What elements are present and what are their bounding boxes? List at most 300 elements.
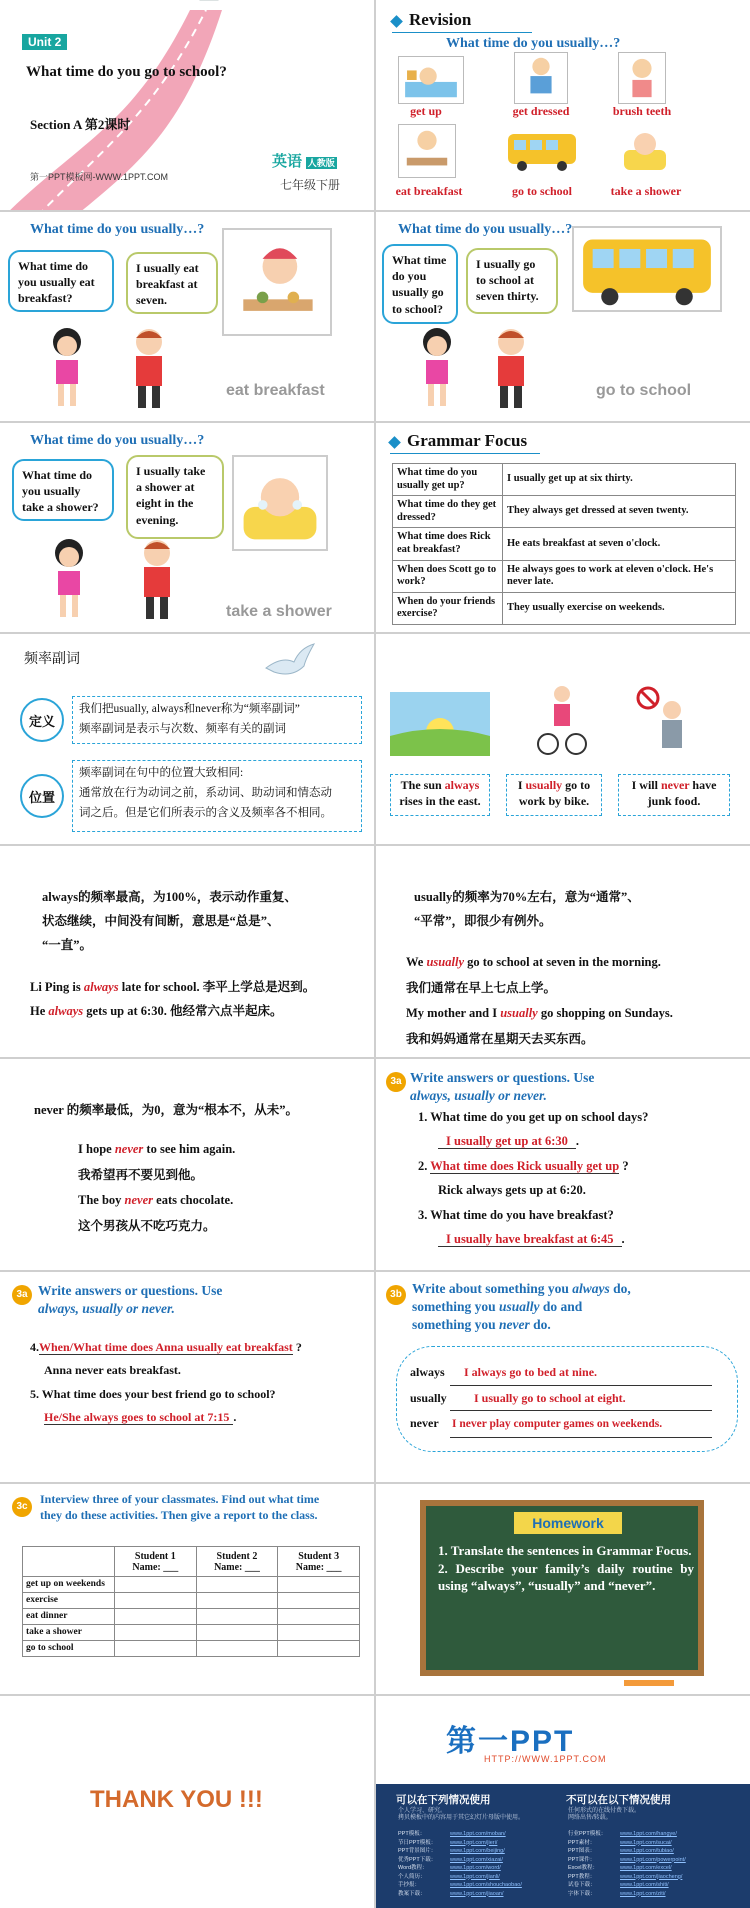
- example-text: late for school. 李平上学总是迟到。: [118, 980, 316, 994]
- explanation-line: “一直”。: [42, 937, 93, 952]
- link-url[interactable]: www.1ppt.com/xiazai/: [450, 1856, 503, 1863]
- picture-caption: eat breakfast: [226, 382, 325, 399]
- answer-cell[interactable]: [196, 1593, 278, 1609]
- instructions-line-1: Write answers or questions. Use: [410, 1070, 595, 1085]
- example-1: [406, 950, 742, 976]
- cannot-use-note-2: 网络出售/转载。: [568, 1815, 612, 1821]
- link-row: [398, 1890, 558, 1899]
- link-row: [398, 1839, 558, 1848]
- interview-row: [23, 1609, 360, 1625]
- speech-bubble-answer: I usually go to school at seven thirty.: [466, 248, 558, 314]
- definition-line-1: 我们把usually, always和never称为“频率副词”: [79, 703, 300, 715]
- activity-cell: eat dinner: [23, 1609, 115, 1625]
- instructions-line-2: always, usually or never.: [410, 1087, 547, 1103]
- link-url[interactable]: www.1ppt.com/tubiao/: [620, 1848, 674, 1855]
- ppt-url[interactable]: HTTP://WWW.1PPT.COM: [484, 1754, 607, 1764]
- exercise-instructions: [412, 1280, 631, 1335]
- explanation-line: usually的频率为70%左右，意为“通常”、: [414, 890, 640, 904]
- position-tag: 位置: [20, 774, 64, 818]
- explanation-line: “平常”，即很少有例外。: [414, 913, 552, 928]
- interview-table: [22, 1546, 360, 1657]
- example-1-translation: 我希望再不要见到他。: [78, 1167, 204, 1182]
- question-1: 1. What time do you get up on school days?: [418, 1110, 649, 1124]
- slide-frequency-adverbs[interactable]: [0, 634, 374, 844]
- link-label: PPT教程：: [568, 1873, 596, 1880]
- caption-take-a-shower: take a shower: [610, 184, 682, 198]
- adverb-highlight: never: [114, 1142, 144, 1156]
- exercise-items: [418, 1105, 738, 1251]
- interview-row: [23, 1625, 360, 1641]
- link-label: 手抄报：: [398, 1882, 421, 1889]
- example-2: [30, 1000, 360, 1024]
- slide-always[interactable]: [0, 846, 374, 1057]
- grammar-question-cell: What time do you usually get up?: [393, 464, 503, 496]
- grammar-question-cell: What time does Rick eat breakfast?: [393, 528, 503, 560]
- never-explanation: never 的频率最低，为0，意为“根本不，从未”。: [34, 1103, 298, 1117]
- breakfast-picture: [222, 228, 332, 336]
- link-url[interactable]: www.1ppt.com/moban/: [450, 1831, 506, 1837]
- grammar-question-cell: What time do they get dressed?: [393, 496, 503, 528]
- explanation-line: 状态继续，中间没有间断，意思是“总是”、: [42, 913, 280, 928]
- question-2: 2. What time does Rick usually get up ?: [418, 1158, 629, 1173]
- adverb-highlight: always: [444, 778, 480, 792]
- answer-1: I usually get up at 6:30 .: [418, 1129, 738, 1153]
- answer-row-usually: [410, 1386, 730, 1412]
- link-url[interactable]: www.1ppt.com/jieri/: [450, 1839, 498, 1846]
- cannot-use-title: 不可以在以下情况使用: [566, 1794, 671, 1806]
- explanation-line: always的频率最高，为100%，表示动作重复、: [42, 890, 297, 904]
- link-url[interactable]: www.1ppt.com/word/: [450, 1865, 501, 1872]
- question-3: 3. What time do you have breakfast?: [418, 1207, 614, 1222]
- example-text: The boy: [78, 1193, 125, 1208]
- position-box: [72, 760, 362, 832]
- position-line-3: 词之后。但是它们所表示的含义及频率各不相同。: [79, 807, 332, 820]
- row-answer: I always go to bed at nine.: [450, 1360, 712, 1386]
- answer-cell[interactable]: [278, 1609, 360, 1625]
- eat-breakfast-picture: [398, 124, 456, 178]
- link-url[interactable]: www.1ppt.com/excel/: [620, 1865, 672, 1872]
- speech-bubble-ask: What time do you usually eat breakfast?: [8, 250, 114, 312]
- no-junk-food-icon: [634, 684, 694, 764]
- answer-rows: [410, 1360, 730, 1438]
- exercise-instructions: Interview three of your classmates. Find out what time they do these activities. Then give a report to the class.: [40, 1492, 320, 1522]
- adverb-highlight: never: [660, 778, 690, 792]
- instructions-text: something you: [412, 1317, 500, 1333]
- example-text: go to school at seven in the morning.: [464, 955, 661, 969]
- interview-row: [23, 1593, 360, 1609]
- grammar-question-cell: When do your friends exercise?: [393, 592, 503, 624]
- link-label: PPT图表：: [568, 1848, 596, 1855]
- boy-icon: [132, 535, 182, 625]
- speech-bubble-answer: I usually eat breakfast at seven.: [126, 252, 218, 314]
- interview-row: [23, 1641, 360, 1657]
- link-url[interactable]: www.1ppt.com/hangye/: [620, 1831, 677, 1837]
- activity-cell: get up on weekends: [23, 1577, 115, 1593]
- answer-cell[interactable]: [115, 1625, 197, 1641]
- homework-item-1: 1. Translate the sentences in Grammar Focus.: [438, 1543, 692, 1558]
- adverb-italic: never: [499, 1317, 530, 1333]
- link-row: [398, 1864, 558, 1873]
- adverb-italic: always: [572, 1281, 610, 1296]
- caption-text: rises in the east.: [399, 794, 481, 809]
- link-label: 节日PPT模板：: [398, 1839, 437, 1846]
- revision-question: What time do you usually…?: [446, 36, 621, 51]
- girl-icon: [414, 324, 460, 414]
- ppt-logo: 第一PPT: [446, 1725, 575, 1758]
- usually-explanation: [414, 886, 734, 934]
- link-row: [568, 1864, 738, 1873]
- question-2-number: 2.: [418, 1158, 428, 1173]
- example-text: I hope: [78, 1142, 115, 1156]
- slide-adverb-examples[interactable]: [376, 634, 750, 844]
- dialogue-question: What time do you usually…?: [398, 222, 573, 237]
- caption-text: I: [517, 778, 526, 792]
- can-use-note-2: 拷贝模板中的内容用于其它幻灯片母版中使用。: [398, 1815, 525, 1821]
- school-bus-picture: [572, 226, 722, 312]
- answer-cell[interactable]: [278, 1593, 360, 1609]
- slide-eat-breakfast[interactable]: [0, 212, 374, 421]
- revision-heading-text: Revision: [409, 10, 472, 29]
- never-examples: [78, 1137, 358, 1240]
- example-text: eats chocolate.: [153, 1193, 234, 1208]
- header-blank-cell: [23, 1547, 115, 1577]
- grammar-answer-cell: They always get dressed at seven twenty.: [503, 496, 736, 528]
- go-to-school-picture: [504, 126, 580, 174]
- section-label: Section A 第2课时: [30, 117, 131, 132]
- publisher-badge: 人教版: [307, 158, 335, 169]
- exercise-items: [30, 1336, 370, 1430]
- answer-3: I usually have breakfast at 6:45 .: [418, 1227, 738, 1251]
- example-text: My mother and I: [406, 1006, 501, 1021]
- slide-title[interactable]: [0, 0, 374, 210]
- unit-badge: Unit 2: [22, 34, 67, 50]
- link-label: 教案下载：: [398, 1890, 426, 1897]
- example-1: [78, 1137, 358, 1163]
- always-explanation: [42, 886, 362, 957]
- answer-cell[interactable]: [115, 1593, 197, 1609]
- grammar-question-cell: When does Scott go to work?: [393, 560, 503, 592]
- link-row: [568, 1847, 738, 1856]
- always-example-caption: [390, 774, 490, 816]
- student-header-cell: Student 2 Name: ___: [196, 1547, 278, 1577]
- homework-item-2: 2. Describe your family’s daily routine by using “always”, “usually” and “never”.: [438, 1560, 694, 1594]
- answer-3-text: I usually have breakfast at 6:45: [438, 1232, 622, 1247]
- row-label: always: [410, 1365, 445, 1379]
- link-row: [568, 1881, 738, 1890]
- example-text: He: [30, 1003, 49, 1018]
- definition-tag: 定义: [20, 698, 64, 742]
- homework-text: [438, 1542, 694, 1595]
- link-row: [568, 1856, 738, 1865]
- link-row: [568, 1873, 738, 1882]
- example-2-translation: 我和妈妈通常在星期天去买东西。: [406, 1031, 594, 1046]
- caption-go-to-school: go to school: [512, 184, 572, 198]
- adverb-highlight: usually: [525, 778, 563, 792]
- link-row: [568, 1890, 738, 1899]
- diamond-bullet-icon: [390, 15, 403, 28]
- link-row: [398, 1881, 558, 1890]
- speech-bubble-ask: What time do you usually go to school?: [382, 244, 458, 324]
- instructions-text: something you: [412, 1299, 500, 1315]
- caption-eat-breakfast: eat breakfast: [395, 184, 463, 198]
- slide-3c[interactable]: [0, 1484, 374, 1694]
- definition-box: [72, 696, 362, 744]
- link-label: 试卷下载：: [568, 1882, 596, 1889]
- example-1-translation: 我们通常在早上七点上学。: [406, 980, 557, 995]
- grammar-answer-cell: I usually get up at six thirty.: [503, 464, 736, 496]
- question-2-text: What time does Rick usually get up: [430, 1158, 620, 1173]
- answer-4: Anna never eats breakfast.: [44, 1363, 181, 1378]
- link-label: 行业PPT模板：: [568, 1831, 607, 1837]
- grammar-row: [393, 496, 736, 528]
- link-url[interactable]: www.1ppt.com/powerpoint/: [620, 1856, 686, 1863]
- grammar-focus-heading: [390, 431, 540, 454]
- caption-text: The sun: [400, 778, 445, 792]
- instructions-line-1: Write answers or questions. Use: [38, 1283, 223, 1298]
- speech-bubble-answer: I usually take a shower at eight in the evening.: [126, 455, 224, 539]
- example-text: gets up at 6:30. 他经常六点半起床。: [83, 1003, 283, 1018]
- instructions-text: do.: [529, 1317, 551, 1333]
- homework-tag: Homework: [514, 1512, 622, 1534]
- answer-5-text: He/She always goes to school at 7:15: [44, 1410, 233, 1425]
- frequency-heading: 频率副词: [24, 652, 80, 667]
- student-header-cell: Student 3 Name: ___: [278, 1547, 360, 1577]
- activity-cell: exercise: [23, 1593, 115, 1609]
- get-dressed-picture: [514, 52, 568, 104]
- boy-icon: [486, 324, 536, 414]
- instructions-line-1: [412, 1280, 631, 1298]
- row-label: usually: [410, 1390, 447, 1405]
- row-answer: I never play computer games on weekends.: [450, 1413, 712, 1438]
- brush-teeth-picture: [618, 52, 666, 104]
- take-a-shower-picture: [620, 124, 670, 174]
- site-label: 第一PPT模板网-WWW.1PPT.COM: [30, 172, 168, 182]
- link-label: Excel教程：: [568, 1865, 598, 1872]
- answer-cell[interactable]: [115, 1641, 197, 1657]
- slide-usually[interactable]: [376, 846, 750, 1057]
- answer-cell[interactable]: [196, 1577, 278, 1593]
- can-use-title: 可以在下列情况使用: [396, 1794, 491, 1806]
- boy-icon: [124, 324, 174, 414]
- link-label: PPT模板：: [398, 1831, 426, 1837]
- slide-thank-you[interactable]: [0, 1696, 374, 1908]
- link-url[interactable]: www.1ppt.com/jianli/: [450, 1873, 500, 1880]
- exercise-badge: [386, 1071, 406, 1092]
- answer-cell[interactable]: [115, 1609, 197, 1625]
- adverb-highlight: always: [83, 980, 119, 994]
- link-label: PPT课件：: [568, 1856, 596, 1863]
- adverb-highlight: never: [124, 1193, 154, 1208]
- example-text: We: [406, 955, 427, 969]
- slide-never[interactable]: [0, 1059, 374, 1270]
- caption-text: go to work by bike.: [518, 778, 591, 809]
- answer-cell[interactable]: [278, 1641, 360, 1657]
- answer-cell[interactable]: [196, 1641, 278, 1657]
- answer-row-never: [410, 1411, 730, 1438]
- grammar-answer-cell: He eats breakfast at seven o'clock.: [503, 528, 736, 560]
- answer-cell[interactable]: [196, 1625, 278, 1641]
- thank-you-text: THANK YOU !!!: [90, 1786, 263, 1813]
- link-row: [398, 1856, 558, 1865]
- instructions-line-2: always, usually or never.: [38, 1300, 175, 1316]
- exercise-badge-label: 3c: [12, 1497, 32, 1517]
- link-label: 个人简历：: [398, 1873, 426, 1880]
- caption-text: have junk food.: [647, 778, 717, 809]
- caption-get-up: get up: [410, 104, 442, 118]
- interview-row: [23, 1577, 360, 1593]
- link-row: [398, 1847, 558, 1856]
- instructions-text: do and: [539, 1299, 583, 1315]
- link-label: PPT素材：: [568, 1839, 596, 1846]
- never-example-caption: [618, 774, 730, 816]
- link-label: PPT背景图片：: [398, 1848, 437, 1855]
- link-url[interactable]: www.1ppt.com/shiti/: [620, 1882, 669, 1889]
- link-url[interactable]: www.1ppt.com/jiaoan/: [450, 1890, 504, 1897]
- answer-cell[interactable]: [278, 1625, 360, 1641]
- activity-cell: take a shower: [23, 1625, 115, 1641]
- example-2: [406, 1001, 742, 1027]
- example-text: go shopping on Sundays.: [537, 1006, 673, 1021]
- right-link-list: [568, 1830, 738, 1898]
- question-4-text: When/What time does Anna usually eat breakfast: [39, 1340, 293, 1354]
- link-row: [568, 1839, 738, 1848]
- can-use-note-1: 个人学习、研究。: [398, 1808, 447, 1814]
- instructions-text: do,: [609, 1281, 631, 1296]
- dialogue-question: What time do you usually…?: [30, 433, 205, 448]
- link-url[interactable]: www.1ppt.com/ziti/: [620, 1890, 666, 1897]
- adverb-highlight: usually: [500, 1006, 538, 1021]
- chalkboard: [420, 1500, 704, 1676]
- question-4-number: 4.: [30, 1340, 39, 1354]
- slide-grammar-focus[interactable]: [376, 423, 750, 632]
- slide-homework[interactable]: [376, 1484, 750, 1694]
- answer-5: He/She always goes to school at 7:15 .: [44, 1410, 237, 1425]
- exercise-instructions: [410, 1069, 594, 1104]
- grammar-answer-cell: They usually exercise on weekends.: [503, 592, 736, 624]
- grammar-row: [393, 592, 736, 624]
- grammar-row: [393, 560, 736, 592]
- position-line-2: 通常放在行为动词之前，系动词、助动词和情态动: [79, 787, 332, 800]
- exercise-badge-label: 3a: [386, 1072, 406, 1092]
- answer-cell[interactable]: [115, 1577, 197, 1593]
- girl-icon: [46, 535, 92, 625]
- always-examples: [30, 976, 360, 1024]
- row-label: never: [410, 1416, 439, 1431]
- usually-example-caption: [506, 774, 602, 816]
- grammar-row: [393, 464, 736, 496]
- instructions-line-2: [412, 1298, 631, 1316]
- link-url[interactable]: www.1ppt.com/jiaocheng/: [620, 1873, 683, 1880]
- caption-brush-teeth: brush teeth: [612, 104, 672, 118]
- activity-cell: go to school: [23, 1641, 115, 1657]
- exercise-badge: [12, 1496, 32, 1517]
- adverb-highlight: always: [48, 1003, 84, 1018]
- exercise-badge: [386, 1284, 406, 1305]
- instructions-line-3: [412, 1316, 631, 1334]
- caption-get-dressed: get dressed: [512, 104, 570, 118]
- adverb-italic: usually: [499, 1299, 540, 1315]
- slide-take-a-shower[interactable]: [0, 423, 374, 632]
- link-row: [398, 1830, 558, 1839]
- question-4: 4.When/What time does Anna usually eat breakfast ?: [30, 1340, 302, 1354]
- picture-caption: take a shower: [226, 603, 332, 620]
- grade-label: 七年级下册: [280, 178, 341, 192]
- revision-heading: [392, 10, 532, 33]
- definition-line-2: 频率副词是表示与次数、频率有关的副词: [79, 723, 286, 736]
- example-2-translation: 这个男孩从不吃巧克力。: [78, 1218, 216, 1233]
- sunrise-picture: [390, 692, 490, 756]
- grammar-focus-heading-text: Grammar Focus: [407, 431, 528, 450]
- get-up-picture: [398, 56, 464, 104]
- usage-band: [376, 1784, 750, 1908]
- girl-icon: [44, 324, 90, 414]
- cannot-use-note-1: 任何形式的在线付费下载。: [568, 1808, 641, 1814]
- link-label: 优秀PPT下载：: [398, 1856, 437, 1863]
- link-url[interactable]: www.1ppt.com/beijing/: [450, 1848, 505, 1855]
- slide-1ppt[interactable]: [376, 1696, 750, 1908]
- slide-3a-part-2[interactable]: [0, 1272, 374, 1482]
- shower-picture: [232, 455, 328, 551]
- book-label: [272, 150, 337, 171]
- usually-examples: [406, 950, 742, 1053]
- adverb-highlight: usually: [426, 955, 464, 969]
- link-label: 字体下载：: [568, 1890, 596, 1897]
- dialogue-question: What time do you usually…?: [30, 222, 205, 237]
- exercise-instructions: [38, 1282, 222, 1317]
- slide-go-to-school[interactable]: [376, 212, 750, 421]
- row-answer: I usually go to school at eight.: [450, 1386, 712, 1412]
- link-url[interactable]: www.1ppt.com/shouchaobao/: [450, 1882, 522, 1889]
- grammar-answer-cell: He always goes to work at eleven o'clock. He's never late.: [503, 560, 736, 592]
- answer-2: Rick always gets up at 6:20.: [438, 1183, 586, 1198]
- picture-caption: go to school: [596, 382, 692, 399]
- exercise-badge-label: 3a: [12, 1285, 32, 1305]
- slide-3a-part-1[interactable]: [376, 1059, 750, 1270]
- position-line-1: 频率副词在句中的位置大致相同:: [79, 767, 244, 779]
- cyclist-icon: [536, 684, 588, 760]
- slide-3b[interactable]: [376, 1272, 750, 1482]
- lesson-title: What time do you go to school?: [26, 64, 227, 80]
- slide-revision[interactable]: [376, 0, 750, 210]
- exercise-badge-label: 3b: [386, 1285, 406, 1305]
- exercise-badge: [12, 1284, 32, 1305]
- grammar-row: [393, 528, 736, 560]
- link-row: [398, 1873, 558, 1882]
- grammar-table: [392, 463, 736, 625]
- caption-text: I will: [631, 778, 661, 792]
- link-label: Word教程：: [398, 1865, 428, 1872]
- link-row: [568, 1830, 738, 1839]
- example-text: to see him again.: [143, 1142, 236, 1156]
- instructions-text: Write about something you: [412, 1281, 573, 1296]
- answer-row-always: [410, 1360, 730, 1386]
- speech-bubble-ask: What time do you usually take a shower?: [12, 459, 114, 521]
- chalk-icon: [624, 1680, 674, 1686]
- book-subject: 英语: [272, 154, 303, 170]
- left-link-list: [398, 1830, 558, 1898]
- link-url[interactable]: www.1ppt.com/sucai/: [620, 1839, 672, 1846]
- example-2: [78, 1188, 358, 1214]
- question-5: 5. What time does your best friend go to school?: [30, 1386, 276, 1401]
- answer-cell[interactable]: [278, 1577, 360, 1593]
- diamond-bullet-icon: [388, 436, 401, 449]
- answer-1-text: I usually get up at 6:30: [438, 1134, 576, 1149]
- example-text: Li Ping is: [30, 980, 84, 994]
- student-header-cell: Student 1 Name: ___: [115, 1547, 197, 1577]
- dove-icon: [262, 638, 318, 682]
- example-1: [30, 976, 360, 1000]
- answer-cell[interactable]: [196, 1609, 278, 1625]
